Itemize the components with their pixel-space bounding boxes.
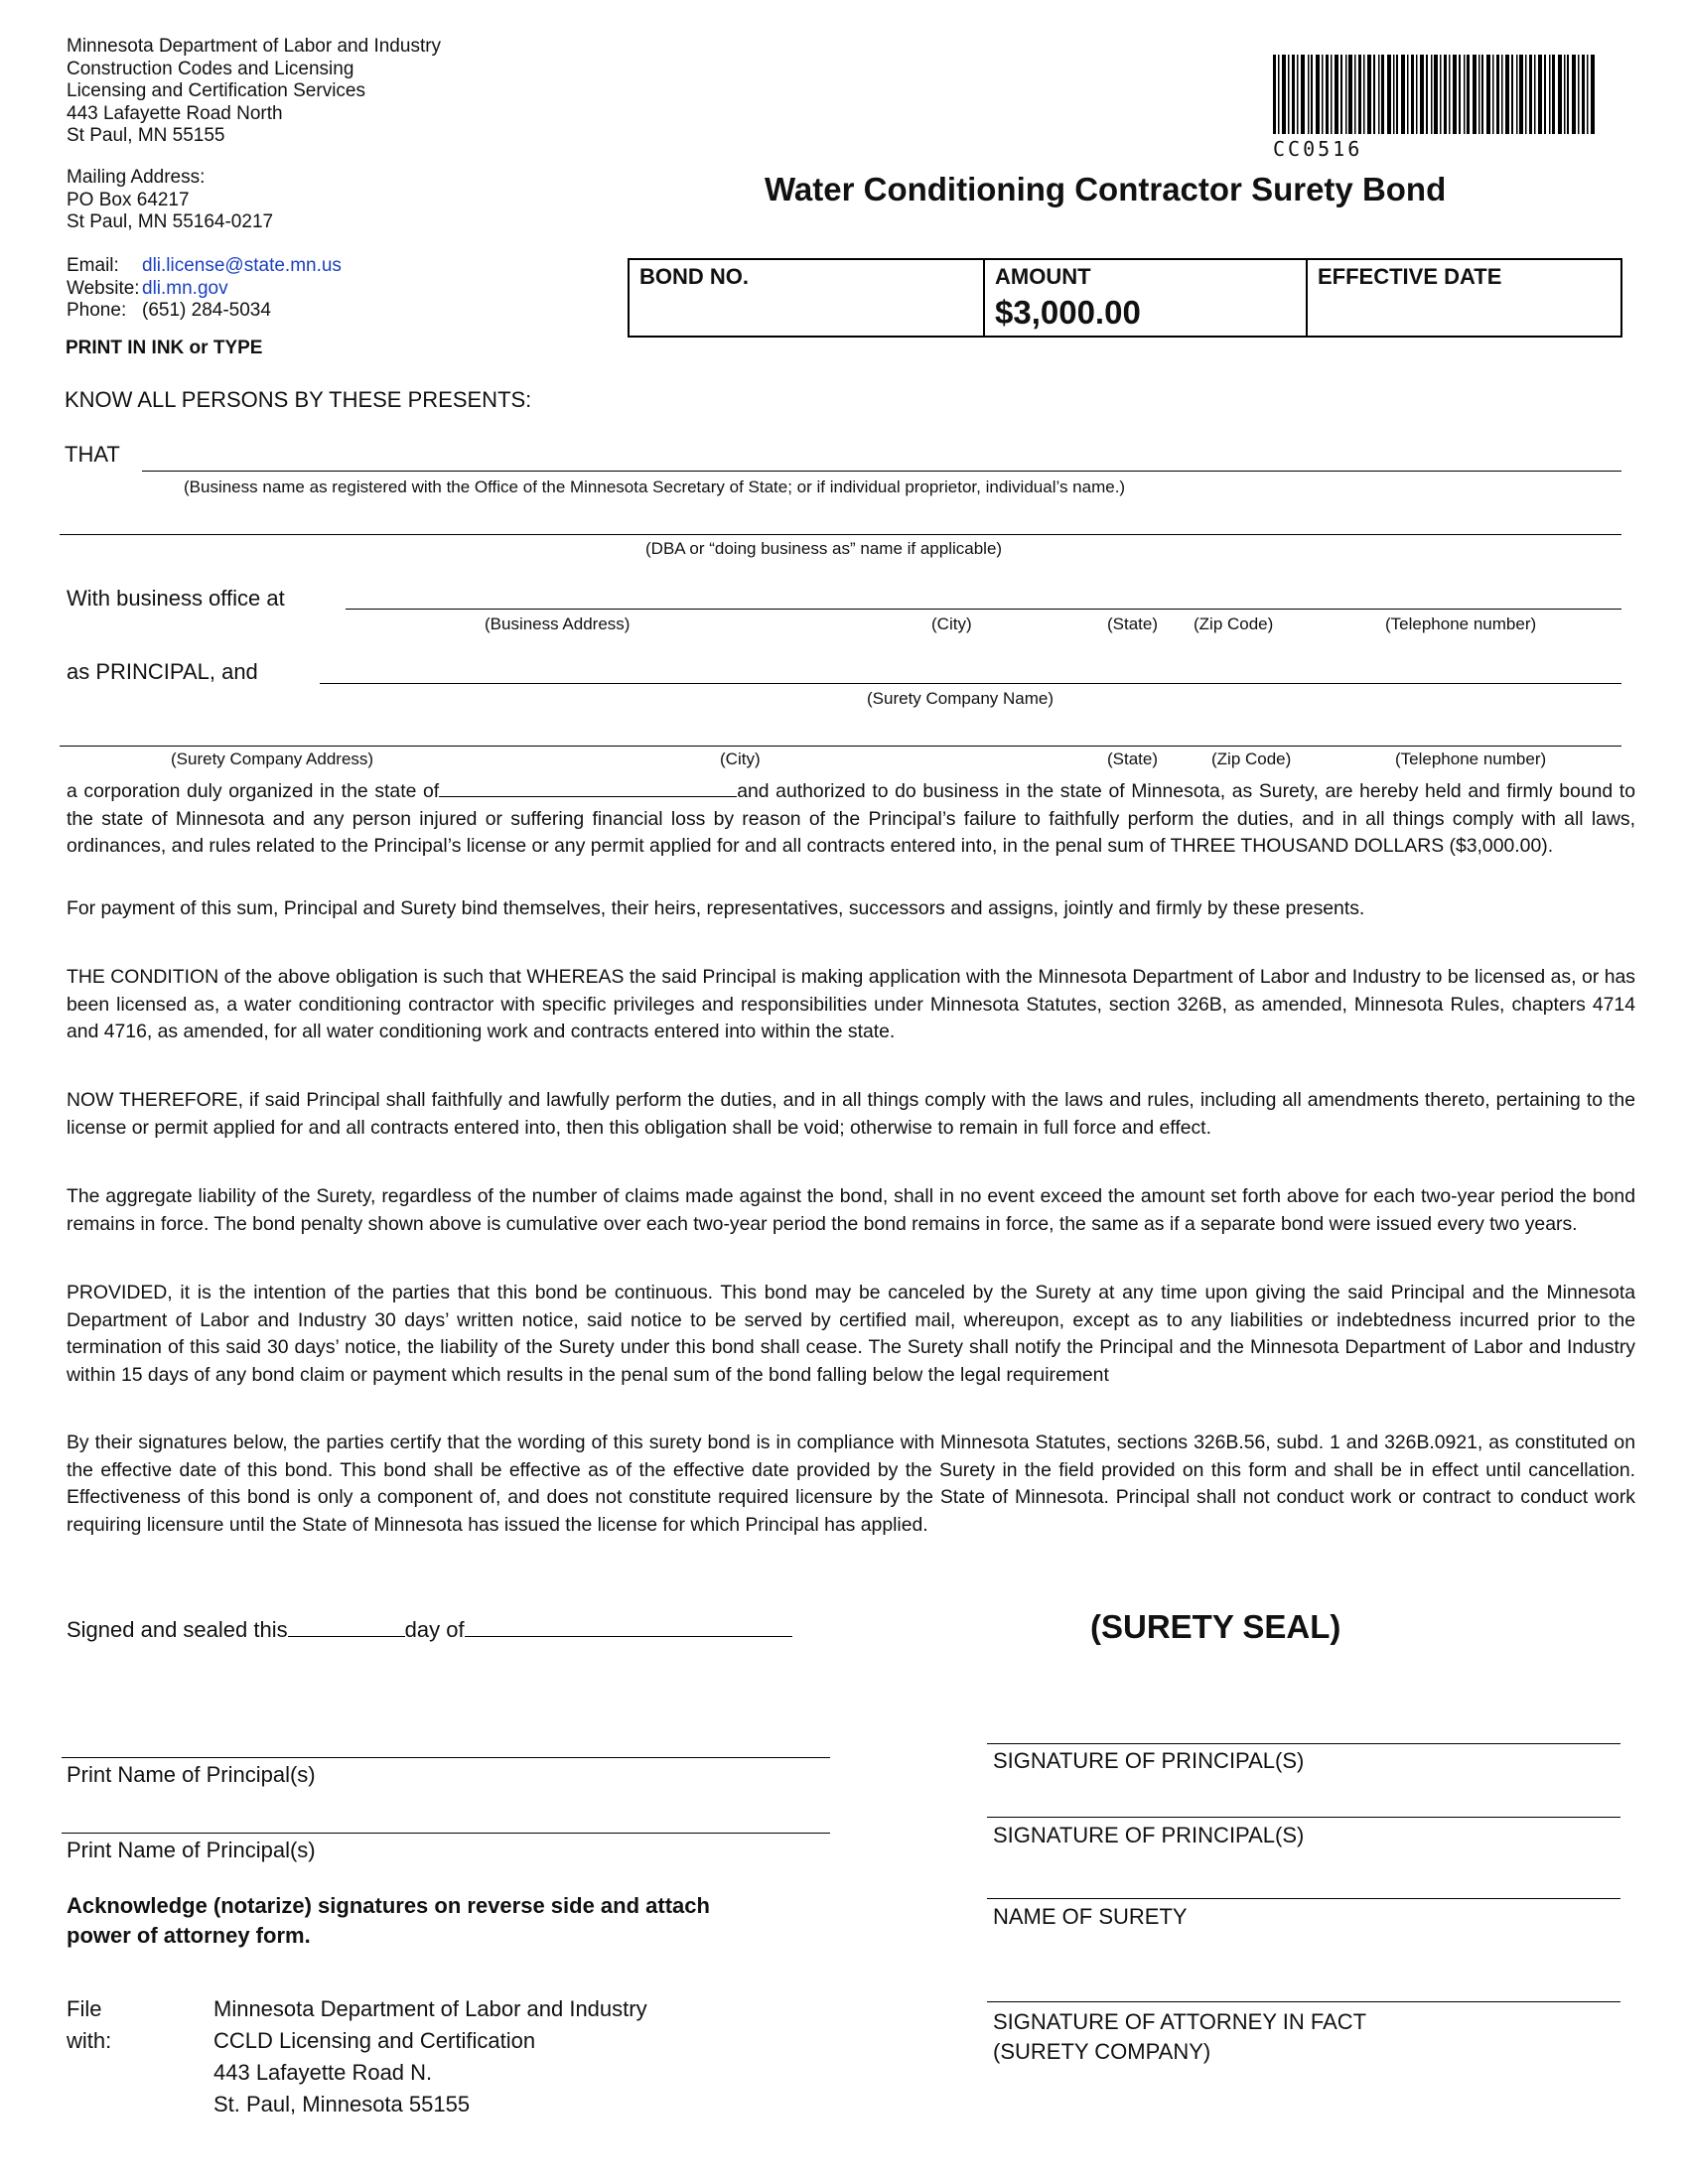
paragraph-payment: For payment of this sum, Principal and Surety bind themselves, their heirs, representatives, successors and assigns, jointly and firmly by these presents. xyxy=(67,897,1365,919)
principal-signature-field-1[interactable] xyxy=(987,1743,1620,1744)
attorney-signature-label xyxy=(993,2007,1366,2067)
month-field[interactable] xyxy=(465,1616,792,1637)
address-line: Minnesota Department of Labor and Industry xyxy=(67,36,442,57)
attorney-label-line: (SURETY COMPANY) xyxy=(993,2039,1211,2064)
print-name-field-2[interactable] xyxy=(62,1833,830,1834)
state-caption: (State) xyxy=(1107,614,1159,633)
print-name-field-1[interactable] xyxy=(62,1757,830,1758)
paragraph-aggregate: The aggregate liability of the Surety, regardless of the number of claims made against the bond, shall in no event exceed the amount set forth above for each two-year period the bond remains in force. The bond penalty shown above is cumulative over each two-year period the bond remains in force, the same as if a separate bond were issued every two years. xyxy=(67,1185,1635,1235)
address-line: Construction Codes and Licensing xyxy=(67,58,354,79)
file-with-address xyxy=(213,1993,647,2120)
business-name-field[interactable] xyxy=(142,471,1621,472)
address-line: Licensing and Certification Services xyxy=(67,80,365,101)
file-with-label: File with: xyxy=(67,1996,112,2053)
email-label: Email: xyxy=(67,255,119,276)
bond-no-cell[interactable] xyxy=(630,260,985,336)
day-field[interactable] xyxy=(288,1616,405,1637)
mailing-address xyxy=(67,167,273,234)
know-all-heading: KNOW ALL PERSONS BY THESE PRESENTS: xyxy=(65,387,532,412)
file-with-line: CCLD Licensing and Certification xyxy=(213,2028,536,2053)
principal-signature-label-1: SIGNATURE OF PRINCIPAL(S) xyxy=(993,1748,1305,1773)
surety-name-caption: (Surety Company Name) xyxy=(867,689,1055,708)
surety-address-field[interactable] xyxy=(60,746,1621,747)
surety-city-caption: (City) xyxy=(720,750,761,768)
surety-telephone-caption: (Telephone number) xyxy=(1395,750,1547,768)
form-code: CC0516 xyxy=(1273,137,1363,161)
signed-sealed-label: Signed and sealed this xyxy=(67,1617,288,1642)
paragraph-provided: PROVIDED, it is the intention of the parties that this bond be continuous. This bond may be canceled by the Surety at any time upon giving the said Principal and the Minnesota Department of Labor and Industry 30 days’ written notice, said notice to be served by certified mail, whereupon, except as to any liabilities or indebtedness incurred prior to the termination of this said 30 days’ notice, the liability of the Surety under this bond shall cease. The Surety shall notify the Principal and the Minnesota Department of Labor and Industry within 15 days of any bond claim or payment which results in the penal sum of the bond falling below the legal requirement xyxy=(67,1282,1635,1386)
file-with-line: Minnesota Department of Labor and Industry xyxy=(213,1996,647,2021)
surety-name-field[interactable] xyxy=(320,683,1621,684)
amount-label: AMOUNT xyxy=(995,264,1091,289)
business-address-caption: (Business Address) xyxy=(485,614,631,633)
print-instruction: PRINT IN INK or TYPE xyxy=(66,338,263,358)
effective-date-label: EFFECTIVE DATE xyxy=(1318,264,1502,289)
phone-number: (651) 284-5034 xyxy=(142,300,271,321)
business-name-caption: (Business name as registered with the Office of the Minnesota Secretary of State; or if individual proprietor, individual’s name.) xyxy=(184,478,1126,496)
paragraph-now-therefore: NOW THEREFORE, if said Principal shall faithfully and lawfully perform the duties, and in all things comply with the laws and rules, including all amendments thereto, pertaining to the license or permit applied for and all contracts entered into, then this obligation shall be void; otherwise to remain in full force and effect. xyxy=(67,1089,1635,1139)
print-name-label-1: Print Name of Principal(s) xyxy=(67,1762,316,1787)
business-address-field[interactable] xyxy=(346,609,1621,610)
address-line: St Paul, MN 55155 xyxy=(67,125,225,146)
dba-caption: (DBA or “doing business as” name if applicable) xyxy=(645,539,1003,558)
phone-label: Phone: xyxy=(67,300,127,321)
name-of-surety-label: NAME OF SURETY xyxy=(993,1904,1188,1929)
surety-address-caption: (Surety Company Address) xyxy=(171,750,374,768)
paragraph-certify: By their signatures below, the parties certify that the wording of this surety bond is in compliance with Minnesota Statutes, sections 326B.56, subd. 1 and 326B.0921, as constituted on the effective date of this bond. This bond shall be effective as of the effective date provided by the Surety in the field provided on this form and shall be in effect until cancellation. Effectiveness of this bond is only a component of, and does not constitute required licensure by the State of Minnesota. Principal shall not conduct work or contract to conduct work requiring licensure until the State of Minnesota has issued the license for which Principal has applied. xyxy=(67,1432,1635,1536)
acknowledge-line: power of attorney form. xyxy=(67,1923,311,1948)
paragraph-surety-bound xyxy=(67,778,1635,861)
email-link[interactable]: dli.license@state.mn.us xyxy=(142,255,342,276)
barcode-icon xyxy=(1273,55,1597,134)
business-office-label: With business office at xyxy=(67,586,285,611)
that-label: THAT xyxy=(65,442,120,467)
contact-info xyxy=(67,255,342,323)
acknowledge-note xyxy=(67,1891,861,1951)
mailing-line: St Paul, MN 55164-0217 xyxy=(67,211,274,232)
amount-value: $3,000.00 xyxy=(995,294,1141,331)
address-line: 443 Lafayette Road North xyxy=(67,102,283,124)
amount-cell xyxy=(985,260,1308,336)
attorney-label-line: SIGNATURE OF ATTORNEY IN FACT xyxy=(993,2009,1367,2034)
city-caption: (City) xyxy=(931,614,972,633)
surety-seal-label: (SURETY SEAL) xyxy=(1090,1608,1341,1645)
telephone-caption: (Telephone number) xyxy=(1385,614,1537,633)
paragraph-text: and authorized to do business in the state of Minnesota, as Surety, are hereby held and firmly bound to the state of Minnesota and any person injured or suffering financial loss by reason of the Principal’s failure to faithfully perform the duties, and in all things comply with all laws, ordinances, and rules related to the Principal’s license or any permit applied for and all contracts entered into, in the penal sum of THREE THOUSAND DOLLARS ($3,000.00). xyxy=(67,780,1635,857)
file-with-line: 443 Lafayette Road N. xyxy=(213,2060,433,2085)
agency-address xyxy=(67,36,441,148)
print-name-label-2: Print Name of Principal(s) xyxy=(67,1838,316,1862)
website-label: Website: xyxy=(67,277,140,299)
paragraph-text: a corporation duly organized in the state of xyxy=(67,780,440,802)
zip-caption: (Zip Code) xyxy=(1194,614,1274,633)
bond-info-box xyxy=(628,258,1622,338)
mailing-line: Mailing Address: xyxy=(67,167,206,188)
mailing-line: PO Box 64217 xyxy=(67,189,190,210)
organized-state-field[interactable] xyxy=(439,778,737,797)
effective-date-cell[interactable] xyxy=(1308,260,1620,336)
signed-sealed-line xyxy=(67,1616,792,1643)
page-title: Water Conditioning Contractor Surety Bond xyxy=(765,171,1447,207)
bond-no-label: BOND NO. xyxy=(639,264,749,289)
paragraph-condition: THE CONDITION of the above obligation is such that WHEREAS the said Principal is making application with the Minnesota Department of Labor and Industry to be licensed as, or has been licensed as, a water conditioning contractor with specific privileges and responsibilities under Minnesota Statutes, section 326B, as amended, Minnesota Rules, chapters 4714 and 4716, as amended, for all water conditioning work and contracts entered into within the state. xyxy=(67,966,1635,1042)
attorney-signature-field[interactable] xyxy=(987,2001,1620,2002)
principal-signature-label-2: SIGNATURE OF PRINCIPAL(S) xyxy=(993,1823,1305,1847)
surety-state-caption: (State) xyxy=(1107,750,1159,768)
surety-zip-caption: (Zip Code) xyxy=(1211,750,1292,768)
day-of-label: day of xyxy=(404,1617,465,1642)
principal-signature-field-2[interactable] xyxy=(987,1817,1620,1818)
surety-name-signature-field[interactable] xyxy=(987,1898,1620,1899)
principal-label: as PRINCIPAL, and xyxy=(67,659,258,684)
website-link[interactable]: dli.mn.gov xyxy=(142,277,228,299)
acknowledge-line: Acknowledge (notarize) signatures on reverse side and attach xyxy=(67,1893,710,1918)
file-with-line: St. Paul, Minnesota 55155 xyxy=(213,2092,471,2116)
dba-field[interactable] xyxy=(60,534,1621,535)
